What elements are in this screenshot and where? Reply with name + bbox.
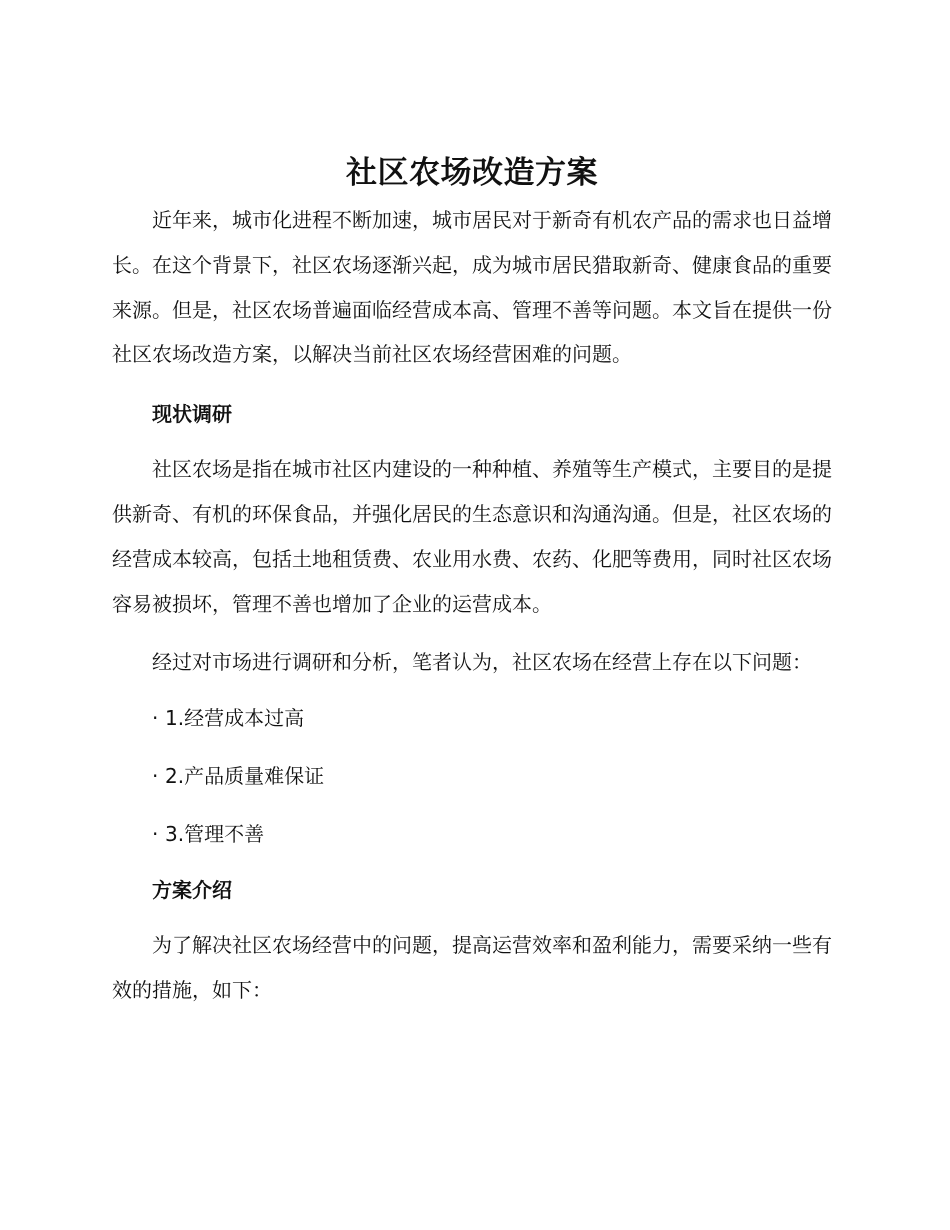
status-paragraph-2: 经过对市场进行调研和分析，笔者认为，社区农场在经营上存在以下问题： bbox=[152, 650, 812, 675]
bullet-icon: · bbox=[152, 764, 159, 789]
plan-paragraph-1: 为了解决社区农场经营中的问题，提高运营效率和盈利能力，需要采纳一些有效的措施，如下： bbox=[112, 933, 832, 1002]
list-item bbox=[112, 819, 832, 849]
list-item bbox=[112, 703, 832, 733]
list-item-text: 1.经营成本过高 bbox=[165, 706, 305, 731]
list-item bbox=[112, 761, 832, 791]
section-heading-status: 现状调研 bbox=[152, 402, 232, 427]
document-title: 社区农场改造方案 bbox=[346, 155, 598, 191]
document-body bbox=[112, 150, 832, 1013]
list-item-text: 3.管理不善 bbox=[165, 822, 265, 847]
section-heading-plan: 方案介绍 bbox=[152, 878, 232, 903]
intro-paragraph: 近年来，城市化进程不断加速，城市居民对于新奇有机农产品的需求也日益增长。在这个背景下，社区农场逐渐兴起，成为城市居民猎取新奇、健康食品的重要来源。但是，社区农场普遍面临经营成本高、管理不善等问题。本文旨在提供一份社区农场改造方案，以解决当前社区农场经营困难的问题。 bbox=[112, 208, 832, 367]
status-paragraph-1: 社区农场是指在城市社区内建设的一种种植、养殖等生产模式，主要目的是提供新奇、有机的环保食品，并强化居民的生态意识和沟通沟通。但是，社区农场的经营成本较高，包括土地租赁费、农业用水费、农药、化肥等费用，同时社区农场容易被损坏，管理不善也增加了企业的运营成本。 bbox=[112, 457, 832, 616]
bullet-icon: · bbox=[152, 706, 159, 731]
problem-list bbox=[112, 703, 832, 849]
list-item-text: 2.产品质量难保证 bbox=[165, 764, 325, 789]
bullet-icon: · bbox=[152, 822, 159, 847]
